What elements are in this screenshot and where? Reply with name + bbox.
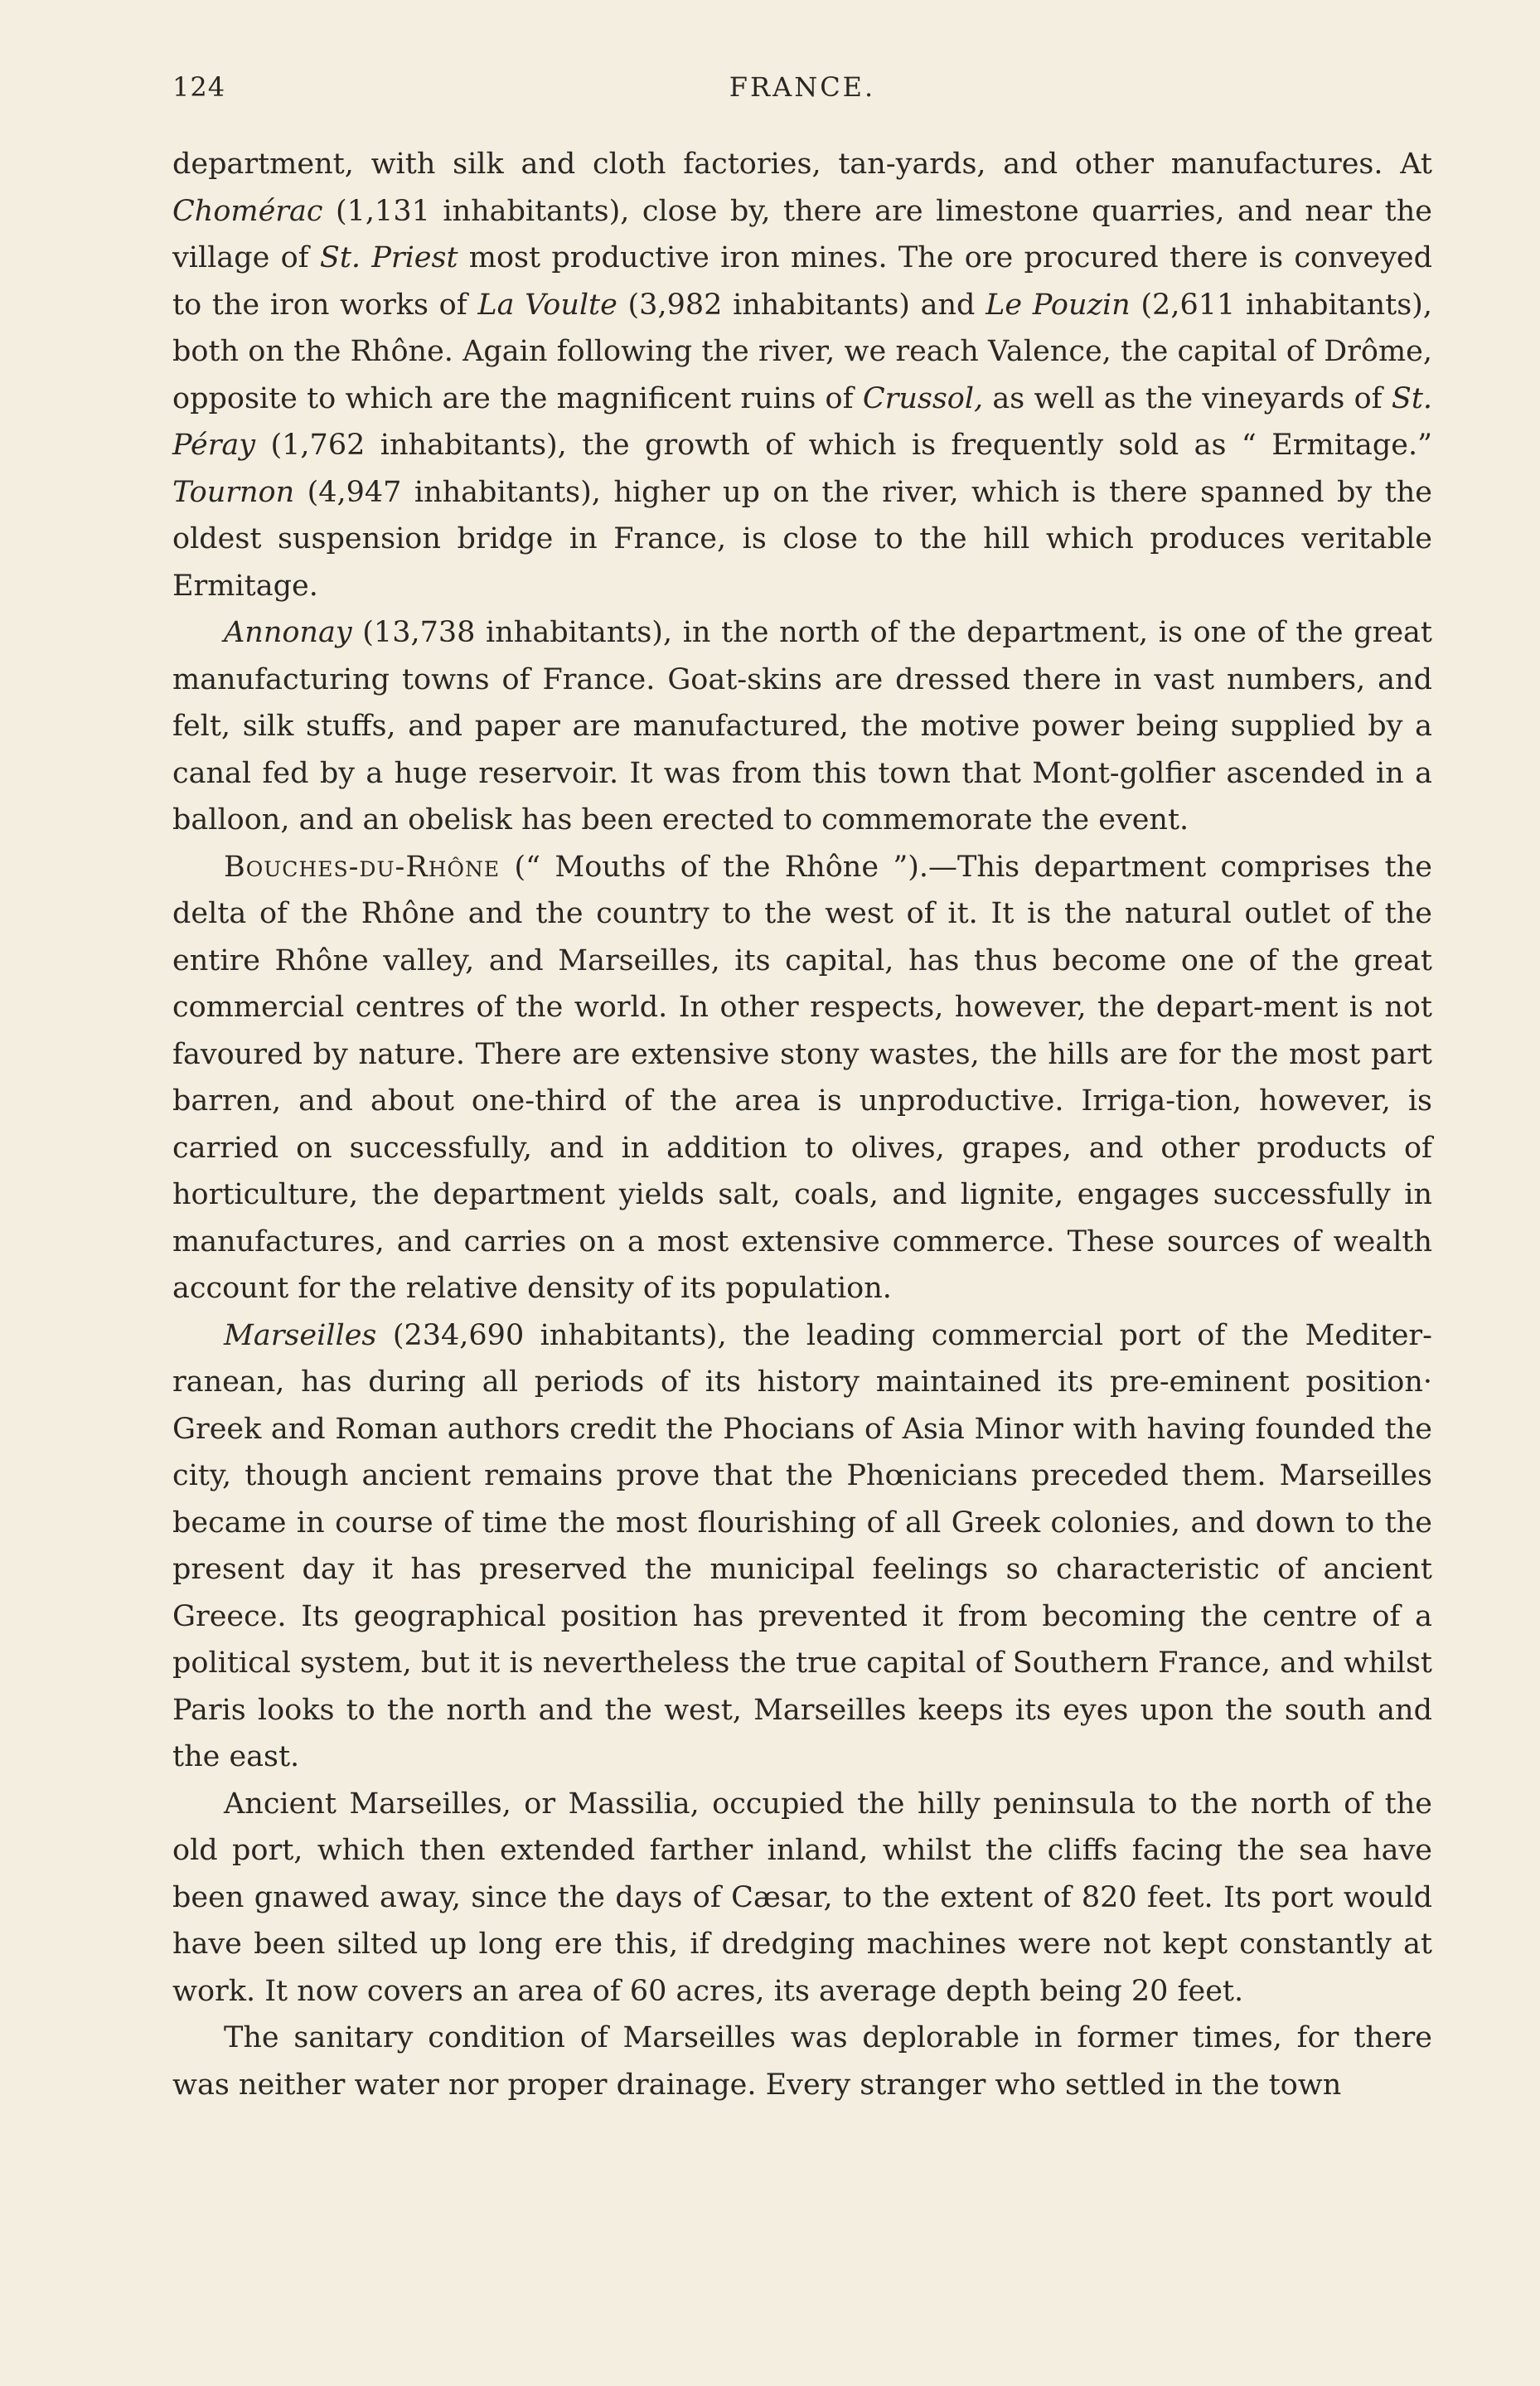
text-run: as well as the vineyards of [983, 381, 1392, 415]
italic-place-name: La Voulte [477, 288, 617, 322]
italic-place-name: St. Priest [319, 241, 458, 274]
italic-place-name: Annonay [224, 616, 352, 649]
page-header [172, 71, 1432, 113]
italic-place-name: Chomérac [172, 194, 323, 228]
text-run: (3,982 inhabitants) and [617, 288, 986, 322]
page-number: 124 [172, 71, 226, 103]
text-run: Ancient Marseilles, or Massilia, occupied the hilly peninsula to the north of the old port, which then extended farther inland, whilst the cliffs facing the sea have been gnawed away, since the days of Cæsar, to the extent of 820 feet. Its port would have been silted up long ere this, if dredging machines were not kept constantly at work. It now covers an area of 60 acres, its average depth being 20 feet. [172, 1787, 1432, 2008]
paragraph [172, 141, 1432, 609]
text-run: The sanitary condition of Marseilles was deplorable in former times, for there was neither water nor proper drainage. Every stranger who settled in the town [172, 2021, 1432, 2102]
text-run: (234,690 inhabitants), the leading commercial port of the Mediter-ranean, has during all periods of its history maintained its pre-eminent position· Greek and Roman authors credit the Phocians of Asia Minor with having founded the city, though ancient remains prove that the Phœnicians preceded them. Marseilles became in course of time the most flourishing of all Greek colonies, and down to the present day it has preserved the municipal feelings so characteristic of ancient Greece. Its geographical position has prevented it from becoming the centre of a political system, but it is nevertheless the true capital of Southern France, and whilst Paris looks to the north and the west, Marseilles keeps its eyes upon the south and the east. [172, 1318, 1432, 1773]
paragraph [172, 1312, 1432, 1781]
text-run: (1,131 inhabitants), close by, there are limestone quarries, and near the village of [172, 194, 1432, 274]
italic-place-name: Marseilles [224, 1318, 377, 1352]
italic-place-name: Tournon [172, 475, 295, 509]
text-run: department, with silk and cloth factories, tan-yards, and other manufactures. At [172, 148, 1432, 181]
section-heading: Bouches-du-Rhône [224, 850, 501, 884]
italic-place-name: St. Péray [172, 381, 1433, 462]
text-run: (4,947 inhabitants), higher up on the river, which is there spanned by the oldest suspension bridge in France, is close to the hill which produces veritable Ermitage. [172, 475, 1432, 603]
text-run: (13,738 inhabitants), in the north of the department, is one of the great manufacturing towns of France. Goat-skins are dressed there in vast numbers, and felt, silk stuffs, and paper are manufactured, the motive power being supplied by a canal fed by a huge reservoir. It was from this town that Mont-golfier ascended in a balloon, and an obelisk has been erected to commemorate the event. [172, 616, 1432, 837]
paragraph [172, 609, 1432, 844]
paragraph [172, 2015, 1432, 2108]
text-run: most productive iron mines. The ore procured there is conveyed to the iron works of [172, 241, 1432, 322]
text-run: (2,611 inhabitants), both on the Rhône. Again following the river, we reach Valence, the capital of Drôme, opposite to which are the magnificent ruins of [172, 288, 1432, 415]
italic-place-name: Crussol, [862, 381, 984, 415]
text-run: (“ Mouths of the Rhône ”).—This department comprises the delta of the Rhône and the country to the west of it. It is the natural outlet of the entire Rhône valley, and Marseilles, its capital, has thus become one of the great commercial centres of the world. In other respects, however, the depart-ment is not favoured by nature. There are extensive stony wastes, the hills are for the most part barren, and about one-third of the area is unproductive. Irriga-tion, however, is carried on successfully, and in addition to olives, grapes, and other products of horticulture, the department yields salt, coals, and lignite, engages successfully in manufactures, and carries on a most extensive commerce. These sources of wealth account for the relative density of its population. [172, 850, 1432, 1305]
running-head: FRANCE. [729, 71, 876, 103]
body-text [172, 141, 1432, 2108]
paragraph [172, 1781, 1432, 2015]
paragraph [172, 844, 1432, 1312]
text-run: (1,762 inhabitants), the growth of which is frequently sold as “ Ermitage.” [255, 429, 1432, 462]
italic-place-name: Le Pouzin [986, 288, 1131, 322]
